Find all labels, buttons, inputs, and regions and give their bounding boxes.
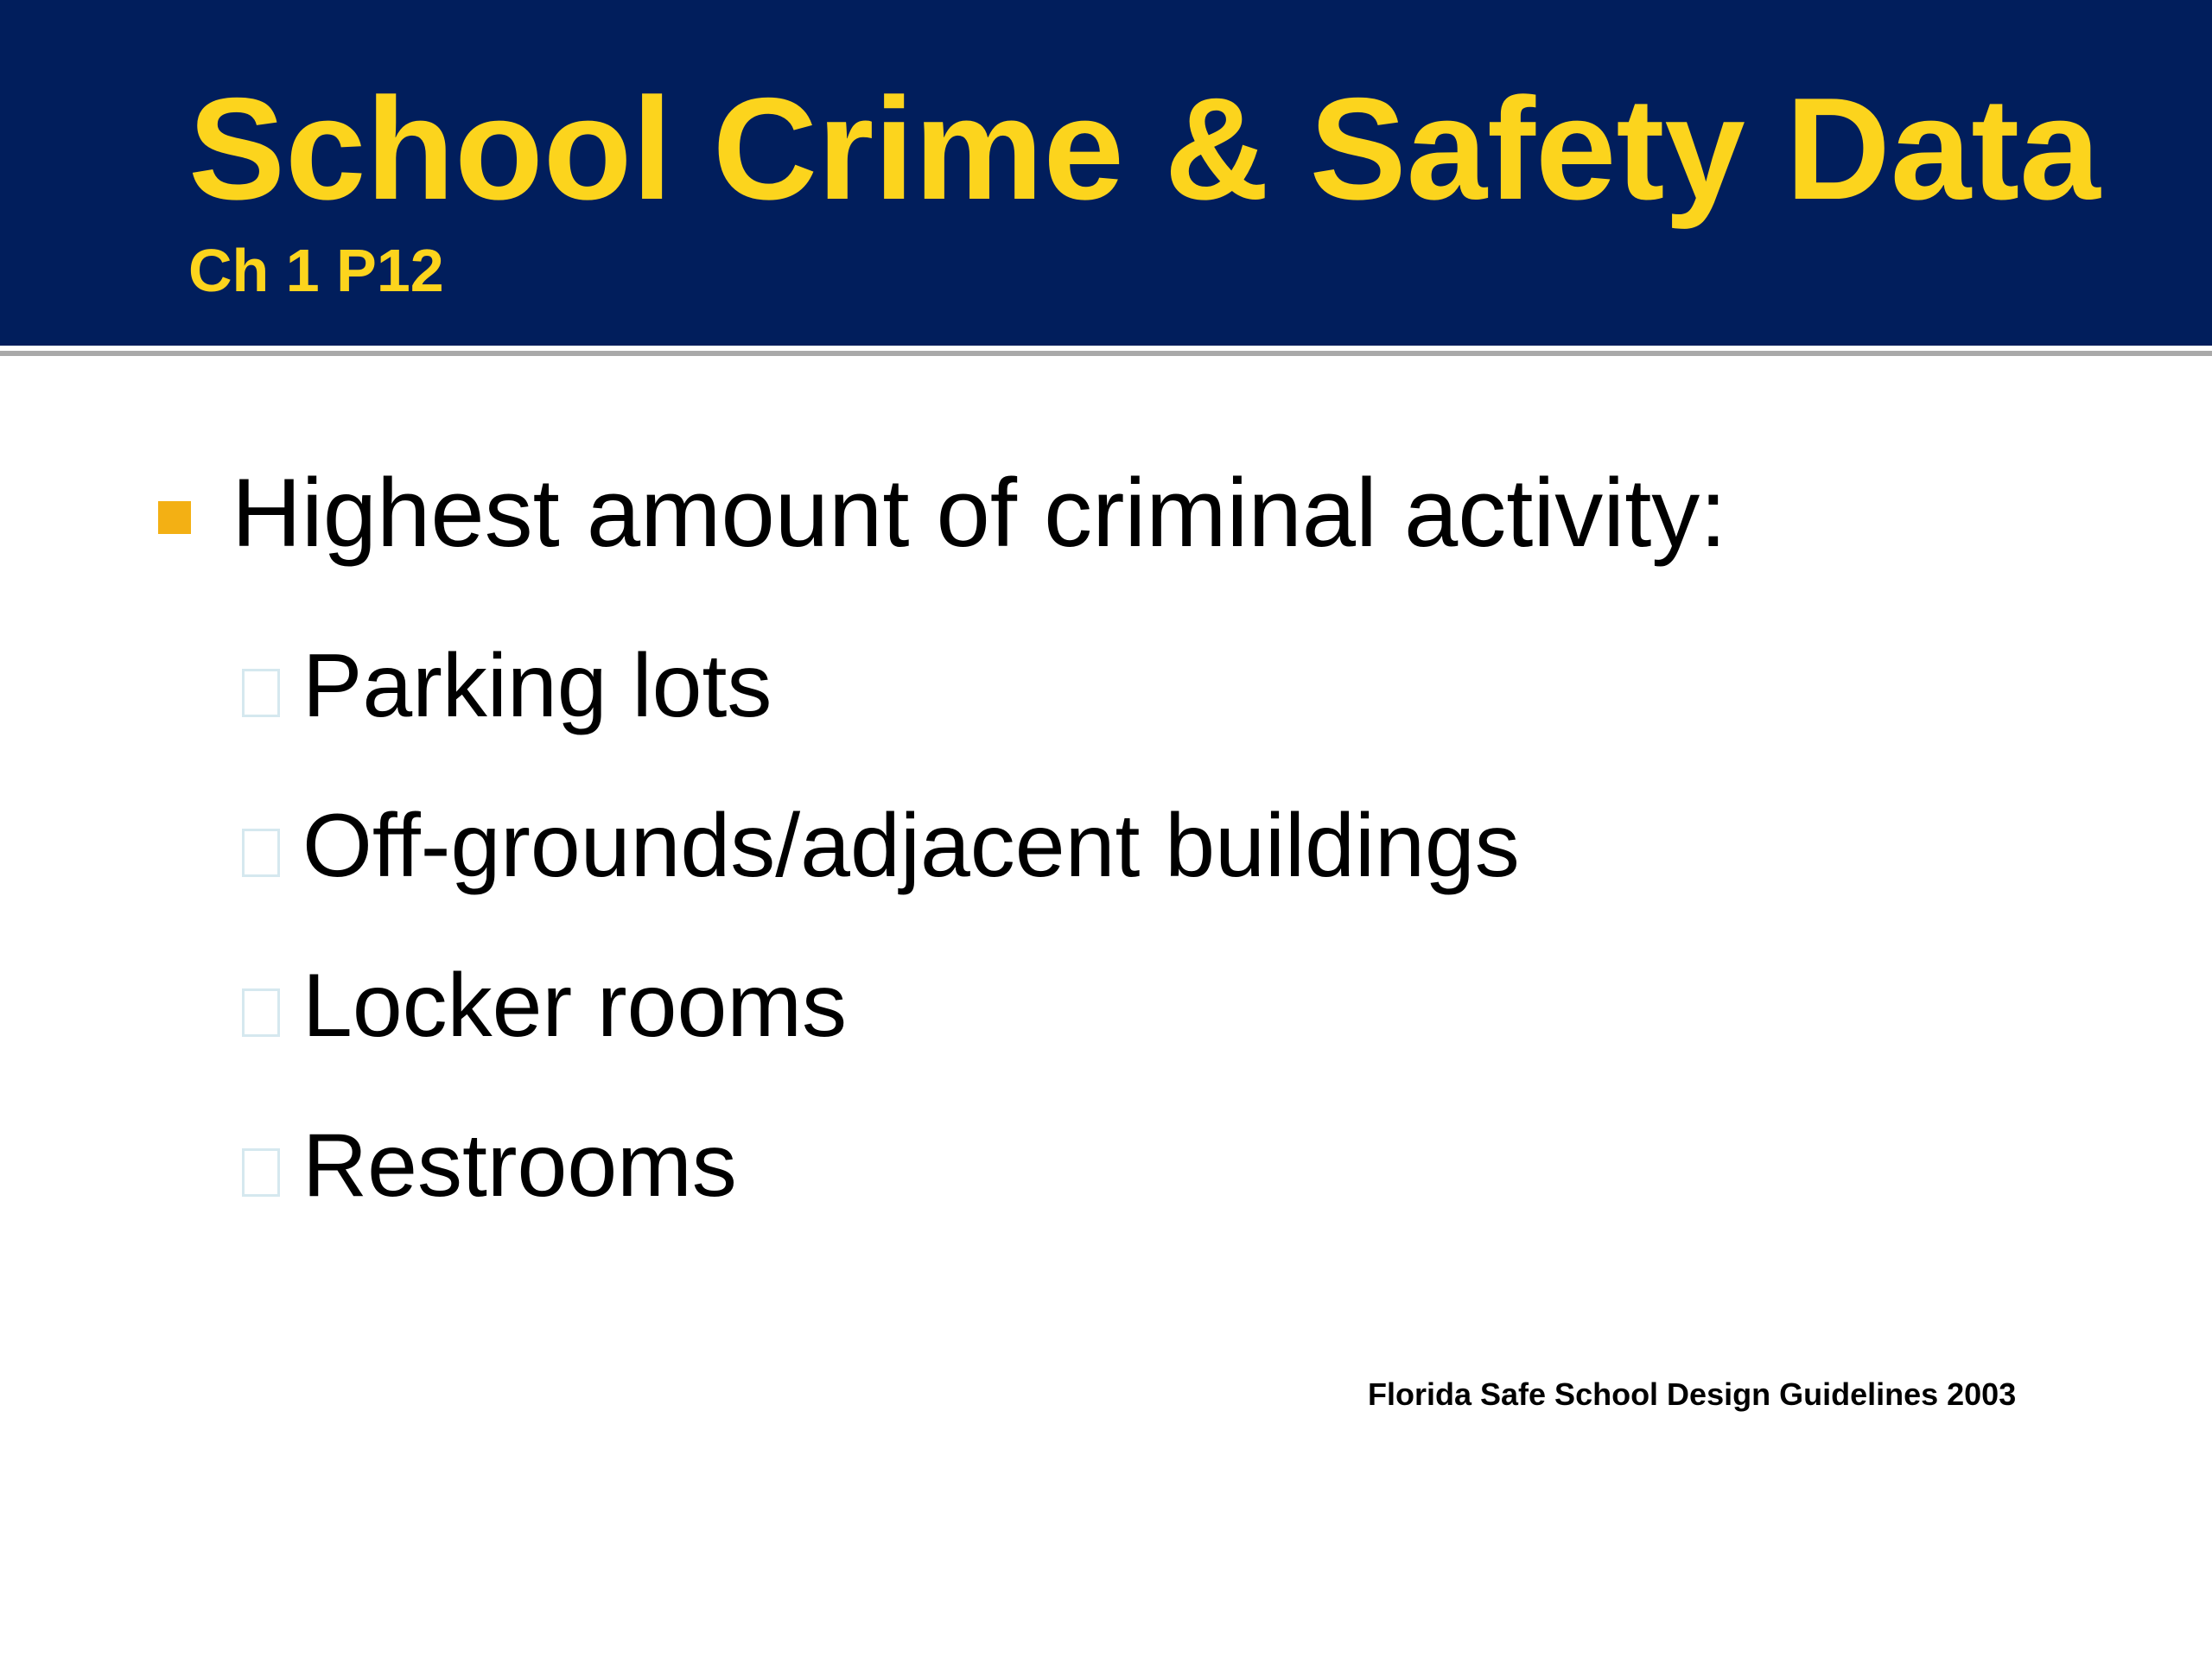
header-divider-gray xyxy=(0,351,2212,356)
list-item-text: Parking lots xyxy=(302,636,772,736)
box-bullet-icon xyxy=(242,1148,280,1197)
box-bullet-icon xyxy=(242,988,280,1037)
box-bullet-icon xyxy=(242,669,280,717)
slide-title: School Crime & Safety Data xyxy=(188,67,2101,230)
slide-subtitle: Ch 1 P12 xyxy=(188,237,444,304)
title-banner xyxy=(0,0,2212,346)
main-bullet-text: Highest amount of criminal activity: xyxy=(232,459,1727,567)
list-item-text: Off-grounds/adjacent buildings xyxy=(302,796,1520,896)
square-bullet-icon xyxy=(158,501,191,534)
box-bullet-icon xyxy=(242,829,280,877)
source-citation: Florida Safe School Design Guidelines 2003 xyxy=(1368,1376,2017,1412)
list-item-text: Locker rooms xyxy=(302,956,847,1056)
list-item-text: Restrooms xyxy=(302,1116,737,1216)
